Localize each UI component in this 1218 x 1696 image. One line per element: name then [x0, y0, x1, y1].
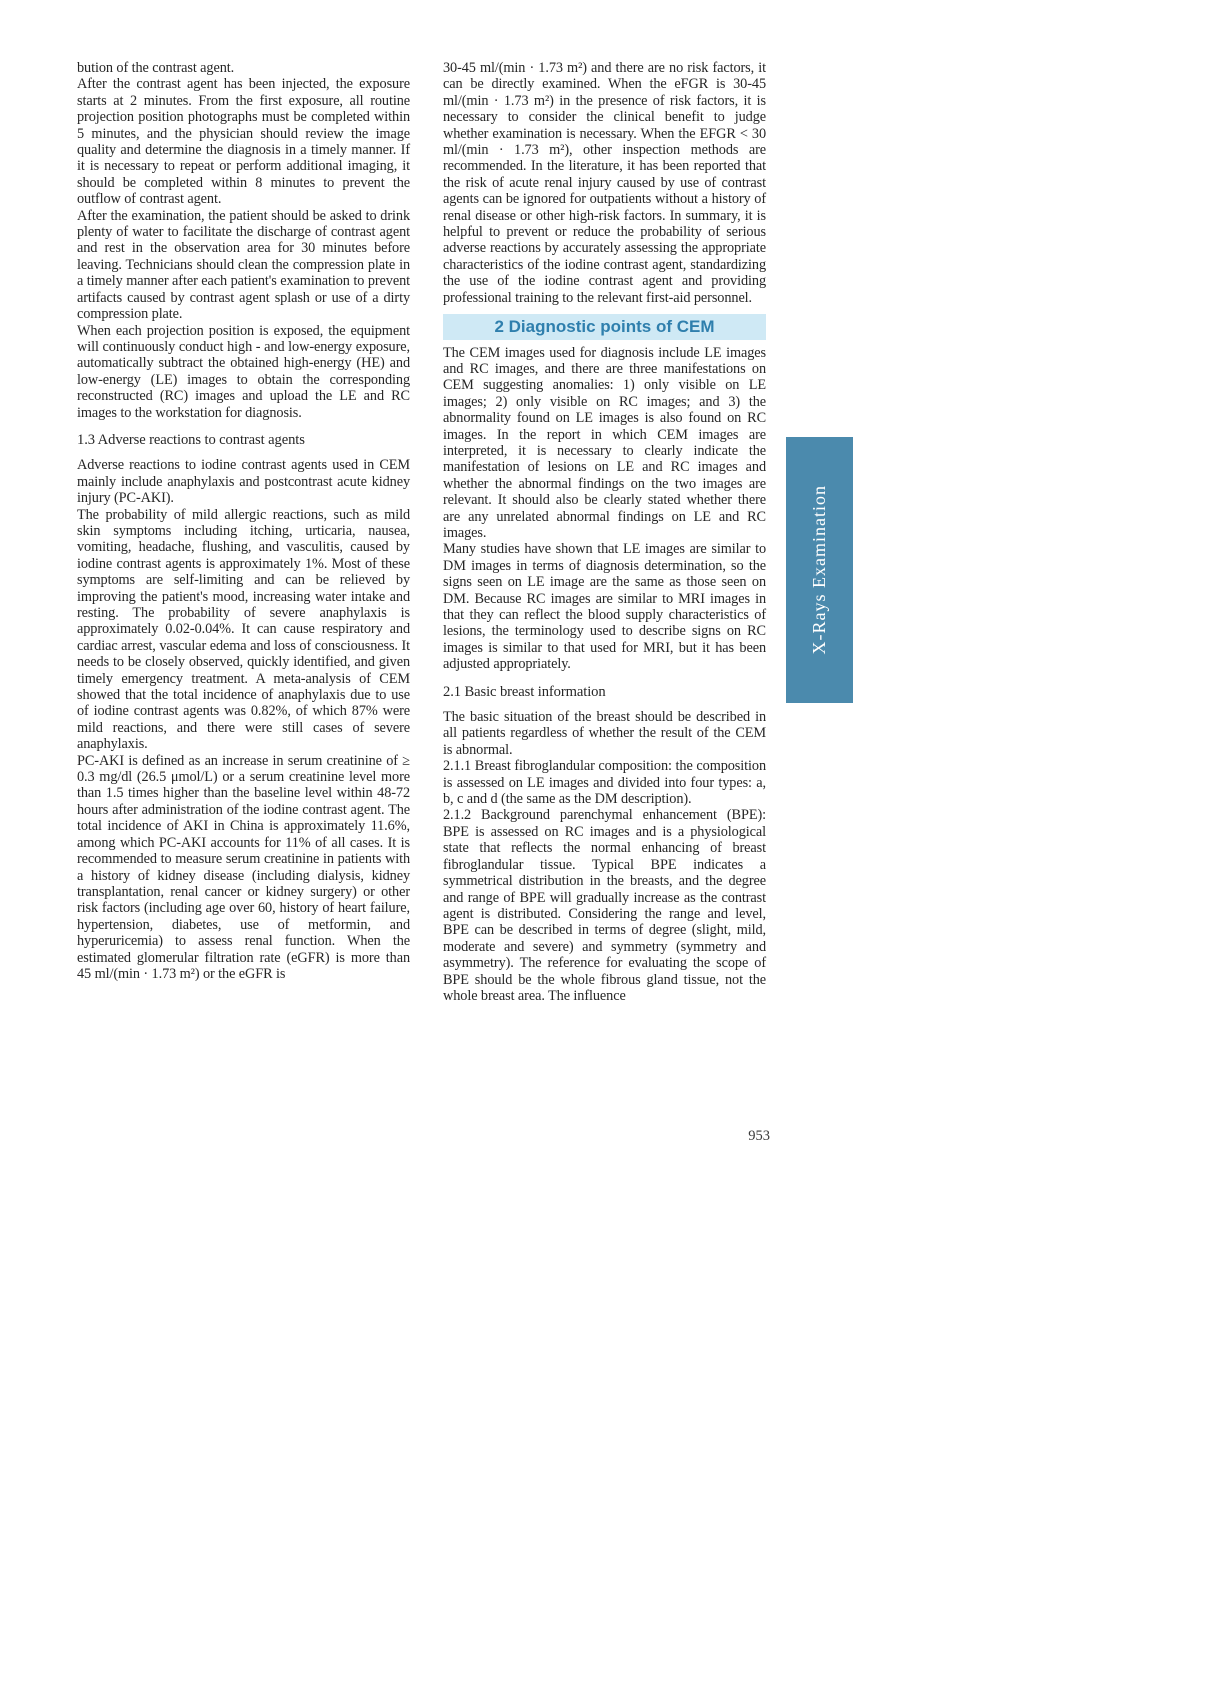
paragraph: Adverse reactions to iodine contrast agents used in CEM mainly include anaphylaxis and postcontrast acute kidney injury (PC-AKI).	[77, 457, 410, 507]
paragraph: The probability of mild allergic reactions, such as mild skin symptoms including itching, urticaria, nausea, vomiting, headache, flushing, and vasculitis, caused by iodine contrast agents is approximately 1%. Most of these symptoms are self-limiting and can be relieved by improving the patient's mood, increasing water intake and resting. The probability of severe anaphylaxis is approximately 0.02-0.04%. It can cause respiratory and cardiac arrest, vascular edema and loss of consciousness. It needs to be closely observed, quickly identified, and given timely emergency treatment. A meta-analysis of CEM showed that the total incidence of anaphylaxis due to use of iodine contrast agents was 0.82%, of which 87% were mild reactions, and there were still cases of severe anaphylaxis.	[77, 506, 410, 753]
section-header-diagnostic-points: 2 Diagnostic points of CEM	[443, 314, 766, 339]
paragraph: Many studies have shown that LE images are similar to DM images in terms of diagnosis determination, so the signs seen on LE image are the same as those seen on DM. Because RC images are similar to MRI images in that they can reflect the blood supply characteristics of lesions, the terminology used to describe signs on RC images is similar to that used for MRI, but it has been adjusted appropriately.	[443, 541, 766, 673]
left-column	[77, 60, 410, 982]
paragraph: After the examination, the patient should be asked to drink plenty of water to facilitate the discharge of contrast agent and rest in the observation area for 30 minutes before leaving. Technicians should clean the compression plate in a timely manner after each patient's examination to prevent artifacts caused by contrast agent splash or use of a dirty compression plate.	[77, 207, 410, 323]
paragraph: After the contrast agent has been injected, the exposure starts at 2 minutes. From the first exposure, all routine projection position photographs must be completed within 5 minutes, and the physician should review the image quality and determine the diagnosis in a timely manner. If it is necessary to repeat or perform additional imaging, it should be completed within 8 minutes to prevent the outflow of contrast agent.	[77, 76, 410, 208]
right-column	[443, 60, 766, 1004]
paragraph: 2.1.1 Breast fibroglandular composition: the composition is assessed on LE images and divided into four types: a, b, c and d (the same as the DM description).	[443, 758, 766, 808]
paragraph: 30-45 ml/(min · 1.73 m²) and there are no risk factors, it can be directly examined. When the eFGR is 30-45 ml/(min · 1.73 m²) in the presence of risk factors, it is necessary to consider the clinical benefit to judge whether examination is necessary. When the EFGR < 30 ml/(min · 1.73 m²), other inspection methods are recommended. In the literature, it has been reported that the risk of acute renal injury caused by use of contrast agents can be ignored for outpatients without a history of renal disease or other high-risk factors. In summary, it is helpful to prevent or reduce the probability of serious adverse reactions by accurately assessing the appropriate characteristics of the iodine contrast agent, standardizing the use of the iodine contrast agent and providing professional training to the relevant first-aid personnel.	[443, 60, 766, 306]
paragraph-continuation: bution of the contrast agent.	[77, 60, 235, 76]
chapter-tab-x-rays-examination	[786, 437, 853, 703]
paragraph: When each projection position is exposed, the equipment will continuously conduct high - and low-energy exposure, automatically subtract the obtained high-energy (HE) and low-energy (LE) images to obtain the corresponding reconstructed (RC) images and upload the LE and RC images to the workstation for diagnosis.	[77, 322, 410, 421]
page-number: 953	[748, 1128, 770, 1144]
paragraph: 2.1.2 Background parenchymal enhancement (BPE): BPE is assessed on RC images and is a physiological state that reflects the normal enhancing of breast fibroglandular tissue. Typical BPE indicates a symmetrical distribution in the breasts, and the degree and range of BPE will gradually increase as the contrast agent is distributed. Considering the range and level, BPE can be described in terms of degree (slight, mild, moderate and severe) and symmetry (symmetry and asymmetry). The reference for evaluating the scope of BPE should be the whole fibrous gland tissue, not the whole breast area. The influence	[443, 807, 766, 1004]
subsection-heading-2-1: 2.1 Basic breast information	[443, 683, 606, 700]
paragraph: The basic situation of the breast should be described in all patients regardless of whether the result of the CEM is abnormal.	[443, 709, 766, 758]
paragraph: PC-AKI is defined as an increase in serum creatinine of ≥ 0.3 mg/dl (26.5 μmol/L) or a serum creatinine level more than 1.5 times higher than the baseline level within 48-72 hours after administration of the iodine contrast agent. The total incidence of AKI in China is approximately 11.6%, among which PC-AKI accounts for 11% of all cases. It is recommended to measure serum creatinine in patients with a history of kidney disease (including dialysis, kidney transplantation, renal cancer or kidney surgery) or other risk factors (including age over 60, history of heart failure, hypertension, diabetes, use of metformin, and hyperuricemia) to assess renal function. When the estimated glomerular filtration rate (eGFR) is more than 45 ml/(min · 1.73 m²) or the eGFR is	[77, 752, 410, 982]
subsection-heading-1-3: 1.3 Adverse reactions to contrast agents	[77, 431, 305, 448]
chapter-tab-label: X-Rays Examination	[809, 485, 829, 655]
paragraph: The CEM images used for diagnosis include LE images and RC images, and there are three manifestations on CEM suggesting anomalies: 1) only visible on LE images; 2) only visible on RC images; and 3) the abnormality found on LE images is also found on RC images. In the report in which CEM images are interpreted, it is necessary to clearly indicate the manifestation of lesions on LE and RC images and whether the abnormal findings on the two images are relevant. It should also be clearly stated whether there are any unrelated abnormal findings on LE and RC images.	[443, 344, 766, 541]
